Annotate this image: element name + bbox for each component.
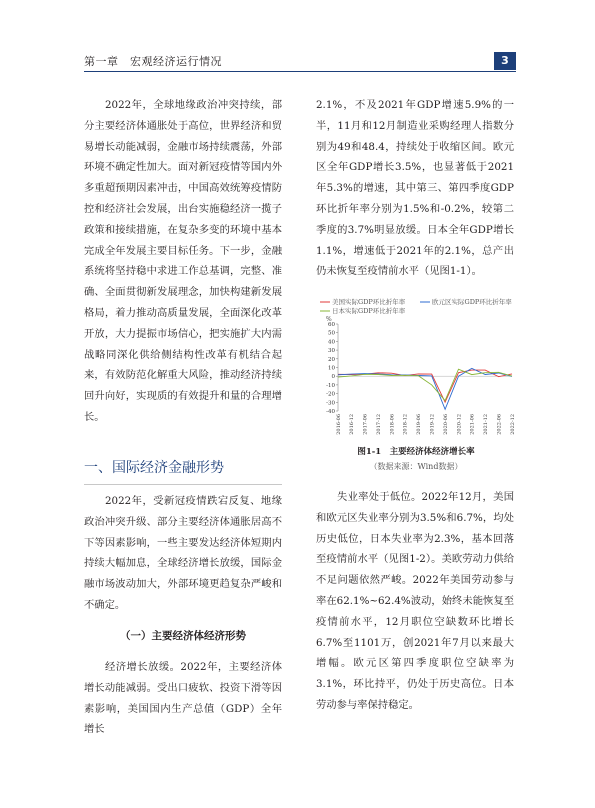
y-tick-label: 30 [328,348,335,355]
left-column [84,95,282,428]
y-tick-label: 40 [328,339,335,346]
legend-label: 美国实际GDP环比折年率 [332,298,406,307]
chapter-title: 第一章 宏观经济运行情况 [84,55,222,68]
legend-label: 欧元区实际GDP环比折年率 [432,298,512,307]
y-tick-label: 0 [331,374,335,381]
x-tick-label: 2017-06 [362,414,369,435]
section-body [84,491,282,616]
y-tick-label: 20 [328,356,335,363]
x-tick-label: 2016-12 [349,414,356,435]
page-header [84,52,516,70]
figure-caption: 图1-1 主要经济体经济增长率 [357,447,475,457]
section-title: 一、国际经济金融形势 [84,460,224,476]
series-line [338,370,512,402]
y-tick-label: -40 [326,409,335,415]
x-tick-label: 2019-06 [416,414,423,435]
x-tick-label: 2018-12 [402,414,409,435]
x-tick-label: 2016-06 [335,414,342,435]
x-tick-label: 2020-12 [456,414,463,435]
x-tick-label: 2020-06 [442,414,449,435]
header-rule [84,71,516,72]
y-tick-label: 10 [328,365,335,372]
unemployment-paragraph: 失业率处于低位。2022年12月，美国和欧元区失业率分别为3.5%和6.7%，均处历史低位，日本失业率为2.3%，基本回落至疫情前水平（见图1-2）。美欧劳动力供给不足问题依然严峻。2022年美国劳动参与率在62.1%~62.4%波动，始终未能恢复至疫情前水平，12月职位空缺数环比增长6.7%至1101万，创2021年7月以来最大增幅。欧元区第四季度职位空缺率为3.1%，环比持平，仍处于历史高位。日本劳动参与率保持稳定。 [316,491,514,711]
continued-paragraph: 2.1%，不及2021年GDP增速5.9%的一半，11月和12月制造业采购经理人指数分别为49和48.4，持续处于收缩区间。欧元区全年GDP增长3.5%，也显著低于2021年5.3%的增速，其中第三、第四季度GDP环比折年率分别为1.5%和-0.2%，较第二季度的3.7%明显放缓。日本全年GDP增长1.1%，增速低于2021年的2.1%，总产出仍未恢复至疫情前水平（见图1-1）。 [316,99,514,278]
x-tick-label: 2021-06 [469,414,476,435]
x-tick-label: 2022-06 [496,414,503,435]
figure-source: （数据来源：Wind数据） [369,462,463,471]
legend-label: 日本实际GDP环比折年率 [332,307,406,316]
y-tick-label: -20 [326,391,335,398]
unemployment-body [316,487,514,716]
growth-paragraph: 经济增长放缓。2022年，主要经济体增长动能减弱。受出口疲软、投资下滑等因素影响，美国国内生产总值（GDP）全年增长 [84,661,282,736]
section-divider [84,484,282,485]
intro-paragraph: 2022年，全球地缘政治冲突持续，部分主要经济体通胀处于高位，世界经济和贸易增长动能减弱，金融市场持续震荡，外部环境不确定性加大。面对新冠疫情等国内外多重超预期因素冲击，中国高效统筹疫情防控和经济社会发展，出台实施稳经济一揽子政策和接续措施，在复杂多变的环境中基本完成全年发展主要目标任务。下一步，金融系统将坚持稳中求进工作总基调，完整、准确、全面贯彻新发展理念，加快构建新发展格局，着力推动高质量发展，全面深化改革开放，大力提振市场信心，把实施扩大内需战略同深化供给侧结构性改革有机结合起来，有效防范化解重大风险，推动经济持续回升向好，实现质的有效提升和量的合理增长。 [84,99,282,423]
gdp-chart-svg [316,296,516,444]
x-tick-label: 2019-12 [429,414,436,435]
subsection-title: （一）主要经济体经济形势 [120,630,246,642]
page-number: 3 [494,52,516,70]
y-tick-label: -10 [326,382,335,389]
y-tick-label: 50 [328,330,335,337]
right-column [316,95,514,282]
section-paragraph: 2022年，受新冠疫情跌宕反复、地缘政治冲突升级、部分主要经济体通胀居高不下等因素影响，一些主要发达经济体短期内持续大幅加息，全球经济增长放缓，国际金融市场波动加大，外部环境更趋复杂严峻和不确定。 [84,495,282,611]
y-axis-unit: % [326,316,332,323]
growth-body [84,657,282,740]
y-tick-label: 60 [328,322,335,328]
x-tick-label: 2017-12 [376,414,382,435]
x-tick-label: 2018-06 [389,414,396,435]
x-tick-label: 2021-12 [483,414,489,435]
x-tick-label: 2022-12 [509,414,516,435]
y-tick-label: -30 [326,400,335,407]
